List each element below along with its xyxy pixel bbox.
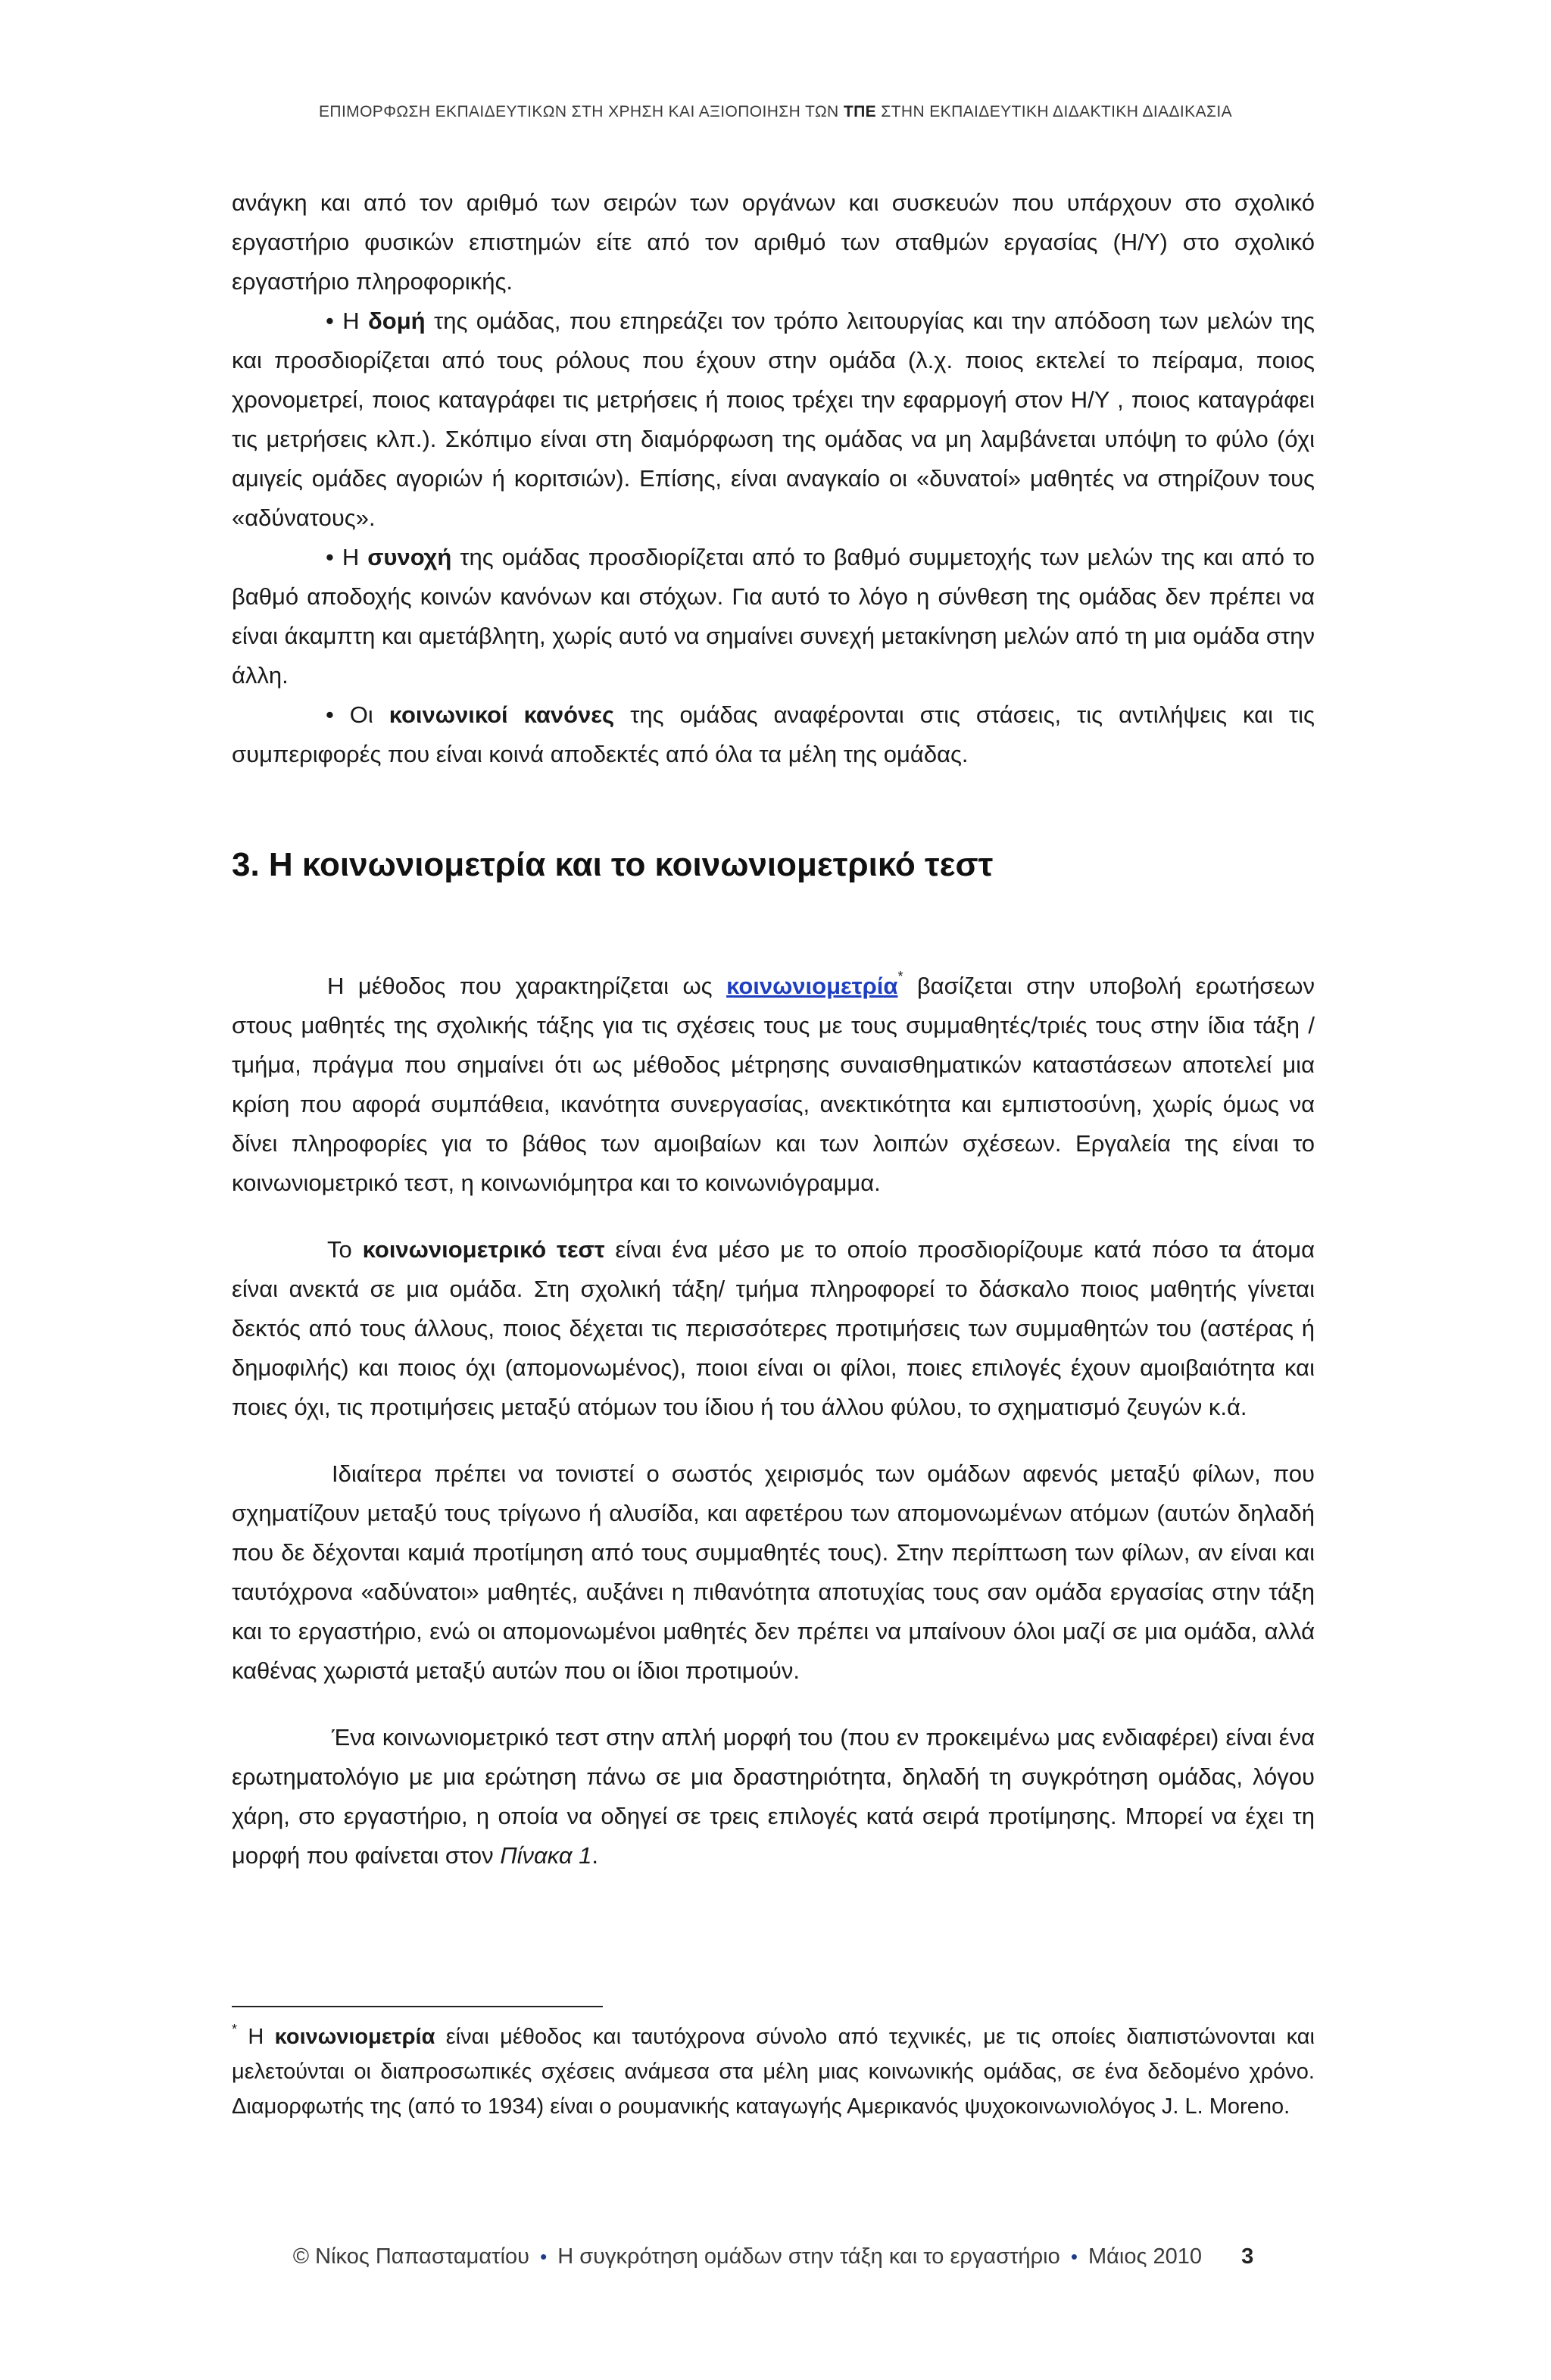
bullet-prefix: • Η — [326, 544, 368, 570]
footnote-pre: Η — [237, 2025, 275, 2049]
bullet-text: της ομάδας αναφέρονται στις στάσεις, τις αντιλήψεις και τις συμπεριφορές που είναι κοινά αποδεκτές από όλα τα μέλη της ομάδας. — [232, 701, 1315, 767]
paragraph-sociometric-test — [232, 1230, 1315, 1427]
page-number: 3 — [1241, 2244, 1254, 2269]
section-heading: 3. Η κοινωνιομετρία και το κοινωνιομετρικό τεστ — [232, 846, 994, 883]
bullet-text: της ομάδας, που επηρεάζει τον τρόπο λειτουργίας και την απόδοση των μελών της και προσδιορίζεται από τους ρόλους που έχουν στην ομάδα (λ.χ. ποιος εκτελεί το πείραμα, ποιος χρονομετρεί, ποιος καταγράφει τις μετρήσεις ή ποιος τρέχει την εφαρμογή στον Η/Υ , ποιος καταγράφει τις μετρήσεις κλπ.). Σκόπιμο είναι στη διαμόρφωση της ομάδας να μη λαμβάνεται υπόψη το φύλο (όχι αμιγείς ομάδες αγοριών ή κοριτσιών). Επίσης, είναι αναγκαίο οι «δυνατοί» μαθητές να στηρίζουν τους «αδύνατους». — [232, 308, 1315, 531]
page-footer — [232, 2244, 1315, 2269]
para-text: είναι ένα μέσο με το οποίο προσδιορίζουμε κατά πόσο τα άτομα είναι ανεκτά σε μια ομάδα. Στη σχολική τάξη/ τμήμα πληροφορεί το δάσκαλο ποιος μαθητής γίνεται δεκτός από τους άλλους, ποιος δέχεται τις περισσότερες προτιμήσεις των συμμαθητών του (αστέρας ή δημοφιλής) και ποιος όχι (απομονωμένος), ποιοι είναι οι φίλοι, ποιες επιλογές έχουν αμοιβαιότητα και ποιες όχι, τις προτιμήσεις μεταξύ ατόμων του ίδιου ή του άλλου φύλου, το σχηματισμό ζευγών κ.ά. — [232, 1236, 1315, 1420]
paragraph-group-handling: Ιδιαίτερα πρέπει να τονιστεί ο σωστός χειρισμός των ομάδων αφενός μεταξύ φίλων, που σχηματίζουν μεταξύ τους τρίγωνο ή αλυσίδα, και αφετέρου των απομονωμένων ατόμων (αυτών δηλαδή που δε δέχονται καμιά προτίμηση από τους συμμαθητές τους). Στην περίπτωση των φίλων, αν είναι και ταυτόχρονα «αδύνατοι» μαθητές, αυξάνει η πιθανότητα αποτυχίας τους σαν ομάδα εργασίας στην τάξη και το εργαστήριο, ενώ οι απομονωμένοι μαθητές δεν πρέπει να μπαίνουν όλοι μαζί σε μια ομάδα, αλλά καθένας χωριστά μεταξύ αυτών που οι ίδιοι προτιμούν. — [232, 1460, 1315, 1684]
bullet-text: της ομάδας προσδιορίζεται από το βαθμό συμμετοχής των μελών της και από το βαθμό αποδοχής κοινών κανόνων και στόχων. Για αυτό το λόγο η σύνθεση της ομάδας δεν πρέπει να είναι άκαμπτη και αμετάβλητη, χωρίς αυτό να σημαίνει συνεχή μετακίνηση μελών από τη μια ομάδα στην άλλη. — [232, 544, 1315, 689]
para-text: Το — [327, 1236, 363, 1263]
bullet-term: συνοχή — [367, 544, 452, 570]
bullet-social-rules — [232, 695, 1315, 774]
running-header — [0, 103, 1551, 121]
bullet-cohesion — [232, 538, 1315, 695]
header-suffix: ΣΤΗΝ ΕΚΠΑΙΔΕΥΤΙΚΗ ΔΙΔΑΚΤΙΚΗ ΔΙΑΔΙΚΑΣΙΑ — [876, 103, 1233, 120]
bullet-prefix: • Οι — [326, 701, 389, 728]
bullet-icon: • — [540, 2245, 548, 2268]
footer-title: Η συγκρότηση ομάδων στην τάξη και το εργαστήριο — [557, 2244, 1060, 2269]
header-prefix: ΕΠΙΜΟΡΦΩΣΗ ΕΚΠΑΙΔΕΥΤΙΚΩΝ ΣΤΗ ΧΡΗΣΗ ΚΑΙ ΑΞΙΟΠΟΙΗΣΗ ΤΩΝ — [318, 103, 844, 120]
bullet-prefix: • Η — [326, 308, 368, 334]
para-text: Η μέθοδος που χαρακτηρίζεται ως — [327, 973, 727, 999]
bullet-term: δομή — [367, 308, 426, 334]
footnote — [232, 2019, 1315, 2124]
para-text: Ένα κοινωνιομετρικό τεστ στην απλή μορφή του (που εν προκειμένω μας ενδιαφέρει) είναι ένα ερωτηματολόγιο με μια ερώτηση πάνω σε μια δραστηριότητα, δηλαδή τη συγκρότηση ομάδας, λόγου χάρη, στο εργαστήριο, η οποία να οδηγεί σε τρεις επιλογές κατά σειρά προτίμησης. Μπορεί να έχει τη μορφή που φαίνεται στον — [232, 1724, 1315, 1869]
intro-paragraph: ανάγκη και από τον αριθμό των σειρών των οργάνων και συσκευών που υπάρχουν στο σχολικό εργαστήριο φυσικών επιστημών είτε από τον αριθμό των σταθμών εργασίας (Η/Υ) στο σχολικό εργαστήριο πληροφορικής. — [232, 189, 1315, 295]
sociometry-link[interactable]: κοινωνιομετρία — [726, 973, 898, 999]
bullet-structure — [232, 301, 1315, 538]
paragraph-sociometry-method — [232, 967, 1315, 1203]
footnote-text: είναι μέθοδος και ταυτόχρονα σύνολο από τεχνικές, με τις οποίες διαπιστώνονται και μελετούνται οι διαπροσωπικές σχέσεις ανάμεσα στα μέλη μιας κοινωνικής ομάδας, σε ένα δεδομένο χρόνο. Διαμορφωτής της (από το 1934) είναι ο ρουμανικής καταγωγής Αμερικανός ψυχοκοινωνιολόγος J. L. Moreno. — [232, 2025, 1315, 2119]
body-content — [232, 183, 1315, 1876]
footnote-mark: * — [232, 2022, 238, 2037]
bullet-icon: • — [1070, 2245, 1078, 2268]
header-bold: ΤΠΕ — [843, 103, 877, 120]
paragraph-simple-test — [232, 1718, 1315, 1876]
footer-author: © Νίκος Παπασταματίου — [292, 2244, 530, 2269]
footnote-divider — [232, 2006, 603, 2007]
bullet-term: κοινωνικοί κανόνες — [389, 701, 615, 728]
footnote-reference[interactable]: * — [897, 969, 903, 984]
para-end: . — [591, 1842, 599, 1869]
footnote-term: κοινωνιομετρία — [274, 2025, 435, 2049]
para-text: βασίζεται στην υποβολή ερωτήσεων στους μαθητές της σχολικής τάξης για τις σχέσεις τους με τους συμμαθητές/τριές τους στην ίδια τάξη / τμήμα, πράγμα που σημαίνει ότι ως μέθοδος μέτρησης συναισθηματικών καταστάσεων αποτελεί μια κρίση που αφορά συμπάθεια, ικανότητα συνεργασίας, ανεκτικότητα και εμπιστοσύνη, χωρίς όμως να δίνει πληροφορίες για το βάθος των αμοιβαίων και των λοιπών σχέσεων. Εργαλεία της είναι το κοινωνιομετρικό τεστ, η κοινωνιόμητρα και το κοινωνιόγραμμα. — [232, 973, 1315, 1196]
footer-date: Μάιος 2010 — [1088, 2244, 1203, 2269]
table-reference: Πίνακα 1 — [500, 1842, 592, 1869]
para-bold-term: κοινωνιομετρικό τεστ — [362, 1236, 605, 1263]
